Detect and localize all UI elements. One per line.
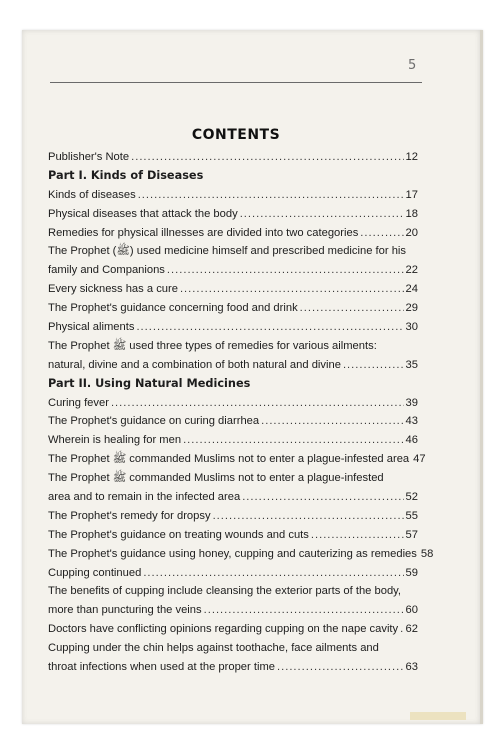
toc-entry-title: The Prophet's remedy for dropsy — [48, 509, 211, 522]
toc-entry-title: Every sickness has a cure — [48, 283, 178, 296]
toc-entry — [48, 242, 418, 261]
toc-page-number: 12 — [405, 151, 418, 163]
toc-entry — [48, 299, 418, 318]
dot-leader — [204, 601, 404, 620]
toc-entry — [48, 564, 418, 583]
toc-entry — [48, 318, 418, 337]
dot-leader — [180, 280, 404, 299]
header-rule — [50, 82, 422, 83]
toc-entry-title: Publisher's Note — [48, 151, 130, 163]
toc-entry-title: The benefits of cupping include cleansing the exterior parts of the body, — [48, 585, 402, 598]
toc-section-heading — [48, 167, 418, 186]
toc-entry-title: Cupping continued — [48, 566, 142, 579]
toc-entry-title: The Prophet's guidance on curing diarrhea — [48, 415, 260, 428]
toc-entry — [48, 412, 418, 431]
toc-page-number: 60 — [405, 604, 418, 617]
toc-entry — [48, 469, 418, 488]
dot-leader — [343, 356, 404, 375]
toc-entry — [48, 488, 418, 507]
dot-leader — [136, 318, 403, 337]
toc-page-number: 46 — [405, 434, 418, 447]
dot-leader — [277, 658, 404, 677]
toc-entry — [48, 224, 418, 243]
toc-entry-title: Part I. Kinds of Diseases — [48, 168, 204, 182]
toc-entry — [48, 582, 418, 601]
dot-leader — [400, 620, 403, 639]
toc-page-number: 63 — [405, 661, 418, 674]
toc-entry-title: The Prophet ﷺ commanded Muslims not to enter a plague-infested — [48, 472, 384, 485]
dot-leader — [131, 148, 403, 167]
toc-page-number: 57 — [405, 528, 418, 541]
toc-entry — [48, 280, 418, 299]
toc-entry — [48, 394, 418, 413]
toc-section-heading — [48, 375, 418, 394]
toc-entry — [48, 186, 418, 205]
toc-entry-title: The Prophet (ﷺ) used medicine himself and prescribed medicine for his — [48, 245, 407, 258]
toc-page-number: 20 — [405, 226, 418, 239]
toc-entry-title: throat infections when used at the proper time — [48, 661, 275, 674]
toc-page-number: 18 — [405, 207, 418, 220]
toc-entry — [48, 507, 418, 526]
toc-entry-title: Kinds of diseases — [48, 188, 136, 201]
toc-entry-title: Physical diseases that attack the body — [48, 207, 238, 220]
dot-leader — [138, 186, 404, 205]
toc-entry — [48, 658, 418, 677]
page-title: CONTENTS — [191, 127, 281, 143]
toc-page-number: 35 — [405, 358, 418, 371]
toc-page-number: 39 — [405, 396, 418, 409]
dot-leader — [261, 412, 403, 431]
toc-page-number: 30 — [405, 321, 418, 334]
toc-entry — [48, 205, 418, 224]
toc-page-number: 43 — [405, 415, 418, 428]
toc-entry-title: Wherein is healing for men — [48, 434, 182, 447]
toc-entry-title: The Prophet's guidance on treating wounds and cuts — [48, 528, 309, 541]
toc-entry-title: The Prophet's guidance using honey, cupping and cauterizing as remedies — [48, 547, 417, 560]
toc-entry-title: family and Companions — [48, 264, 165, 277]
toc-page-number: 22 — [405, 264, 418, 277]
toc-page-number: 29 — [405, 302, 418, 315]
dot-leader — [111, 394, 404, 413]
page-number: 5 — [408, 58, 417, 73]
table-of-contents — [48, 148, 434, 677]
dot-leader — [300, 299, 404, 318]
dot-leader — [213, 507, 404, 526]
toc-entry — [48, 431, 418, 450]
toc-entry — [48, 261, 418, 280]
toc-entry-title: The Prophet's guidance concerning food and drink — [48, 302, 298, 315]
toc-page-number: 55 — [405, 509, 418, 522]
toc-page-number: 24 — [405, 283, 418, 296]
toc-entry-title: natural, divine and a combination of both natural and divine — [48, 358, 341, 371]
toc-entry — [48, 526, 418, 545]
toc-entry-title: more than puncturing the veins — [48, 604, 202, 617]
dot-leader — [240, 205, 404, 224]
toc-entry — [48, 356, 418, 375]
toc-entry-title: Physical aliments — [48, 321, 135, 334]
toc-entry — [48, 450, 426, 469]
toc-entry-title: Doctors have conflicting opinions regarding cupping on the nape cavity — [48, 623, 399, 636]
dot-leader — [167, 261, 404, 280]
dot-leader — [183, 431, 403, 450]
toc-entry — [48, 639, 418, 658]
toc-entry-title: area and to remain in the infected area — [48, 491, 241, 504]
toc-entry-title: Remedies for physical illnesses are divided into two categories — [48, 226, 359, 239]
toc-entry — [48, 337, 418, 356]
toc-entry-title: Curing fever — [48, 396, 109, 409]
page-edge-stain — [410, 712, 466, 720]
toc-page-number: 17 — [405, 188, 418, 201]
toc-page-number: 62 — [405, 623, 418, 636]
toc-entry-title: The Prophet ﷺ used three types of remedies for various ailments: — [48, 339, 377, 352]
toc-page-number: 59 — [405, 566, 418, 579]
toc-entry — [48, 620, 418, 639]
toc-entry — [48, 545, 434, 564]
toc-entry — [48, 601, 418, 620]
toc-entry-title: Cupping under the chin helps against toothache, face ailments and — [48, 642, 379, 655]
toc-entry-title: Part II. Using Natural Medicines — [48, 376, 251, 390]
toc-entry — [48, 148, 418, 167]
dot-leader — [242, 488, 403, 507]
dot-leader — [360, 224, 403, 243]
toc-entry-title: The Prophet ﷺ commanded Muslims not to enter a plague-infested area — [48, 453, 410, 466]
dot-leader — [143, 564, 403, 583]
toc-page-number: 58 — [420, 547, 434, 560]
toc-page-number: 52 — [405, 491, 418, 504]
toc-page-number: 47 — [413, 453, 426, 466]
dot-leader — [311, 526, 404, 545]
